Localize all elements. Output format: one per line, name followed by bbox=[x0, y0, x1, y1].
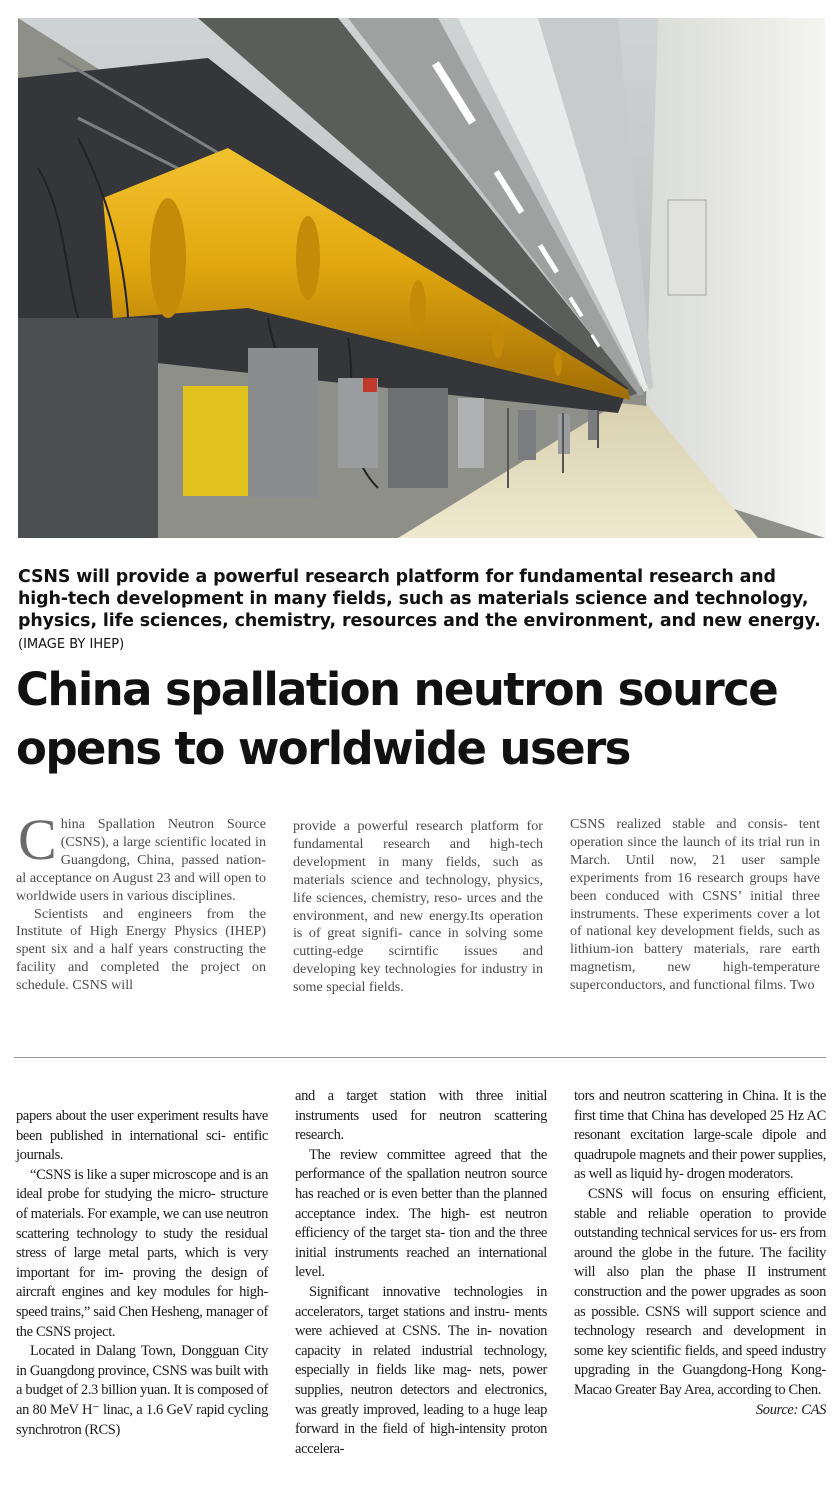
caption-text: CSNS will provide a powerful research platform for fundamental research and high-tech development in many fields, such as materials science and technology, physics, life sciences, chemistry, resources and the environment, and new energy. bbox=[18, 567, 821, 631]
image-credit: (IMAGE BY IHEP) bbox=[18, 637, 125, 652]
headline bbox=[16, 660, 826, 778]
bottom-column-3 bbox=[574, 1087, 826, 1420]
top-column-1 bbox=[16, 807, 266, 995]
bottom-col2-para-2: The review committee agreed that the performance of the spallation neutron source has reached or is even better than the planned acceptance index. The high- est neutron efficiency of the target sta- tion and the three initial instruments reached an international level. bbox=[295, 1146, 547, 1281]
bottom-col3-para-1: tors and neutron scattering in China. It is the first time that China has developed 25 Hz AC resonant excitation large-scale dipole and quadrupole magnets and their power supplies, as well as liquid hy- drogen moderators. bbox=[574, 1088, 826, 1183]
source-credit: Source: CAS bbox=[755, 1401, 826, 1418]
top-column-3 bbox=[570, 816, 820, 995]
bottom-col1-para-3: Located in Dalang Town, Dongguan City in Guangdong province, CSNS was built with a budget of 2.3 billion yuan. It is composed of an 80 MeV H⁻ linac, a 1.6 GeV rapid cycling synchrotron (RCS) bbox=[16, 1343, 268, 1438]
section-divider bbox=[14, 1057, 826, 1058]
top-col1-para-1-text: hina Spallation Neutron Source (CSNS), a large scientific located in Guangdong, China, passed nation- al acceptance on August 23 and will open to worldwide users in various disciplines. bbox=[16, 816, 266, 904]
bottom-col1-para-1: papers about the user experiment results have been published in international sci- entific journals. bbox=[16, 1108, 268, 1164]
particle-accelerator-photo-icon bbox=[18, 18, 825, 538]
top-col3-para-1: CSNS realized stable and consis- tent operation since the launch of its trial run in March. Until now, 21 user sample experiments from 16 research groups have been conduced with CSNS’ initial three instruments. These experiments cover a lot of national key development fields, such as lithium-ion battery materials, rare earth magnetism, new high-temperature superconductors, and functional films. Two bbox=[570, 816, 820, 994]
bottom-col2-para-1: and a target station with three initial instruments used for neutron scattering research. bbox=[295, 1088, 547, 1144]
bottom-column-2 bbox=[295, 1087, 547, 1459]
top-col2-para-1: provide a powerful research platform for fundamental research and high-tech development in many fields, such as materials science and technology, physics, life sciences, chemistry, reso- urces and the environment, and new energy.Its operation is of great signifi- cance in solving some cutting-edge scirntific issues and developing key technologies for industry in some special fields. bbox=[293, 818, 543, 996]
top-column-2 bbox=[293, 818, 543, 997]
headline-line-2: opens to worldwide users bbox=[16, 722, 630, 775]
bottom-column-1 bbox=[16, 1107, 268, 1440]
accelerator-photo bbox=[18, 18, 825, 538]
bottom-col3-para-2: CSNS will focus on ensuring efficient, stable and reliable operation to provide outstanding technical services for us- ers from around the globe in the future. The facility will also plan the phase II instrument construction and the power upgrades as soon as possible. CSNS will support science and technology research and development in some key scientific fields, and speed industry upgrading in the Guangdong-Hong Kong-Macao Greater Bay Area, according to Chen. bbox=[574, 1185, 826, 1398]
top-col1-para-2: Scientists and engineers from the Institute of High Energy Physics (IHEP) spent six and a half years constructing the facility and completed the project on schedule. CSNS will bbox=[16, 905, 266, 994]
top-col1-para-1 bbox=[16, 807, 266, 906]
drop-cap: C bbox=[18, 807, 57, 872]
photo-caption bbox=[18, 566, 826, 656]
bottom-col2-para-3: Significant innovative technologies in accelerators, target stations and instru- ments were achieved at CSNS. The in- novation capacity in related industrial technology, especially in fields like mag- nets, power supplies, neutron detectors and electronics, was greatly improved, leading to a huge leap forward in the field of high-intensity proton accelera- bbox=[295, 1283, 547, 1457]
headline-line-1: China spallation neutron source bbox=[16, 663, 778, 716]
bottom-col1-para-2: “CSNS is like a super microscope and is an ideal probe for studying the micro- structure of materials. For example, we can use neutron scattering technology to study the residual stress of large metal parts, which is very important for im- proving the design of aircraft engines and key modules for high-speed trains,” said Chen Hesheng, manager of the CSNS project. bbox=[16, 1166, 269, 1340]
